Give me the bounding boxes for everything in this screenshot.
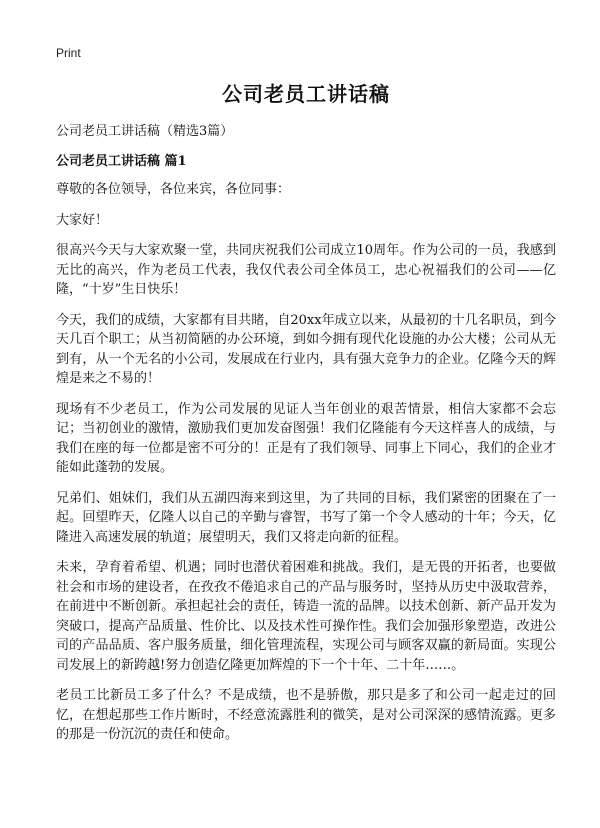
paragraph-salutation: 尊敬的各位领导，各位来宾，各位同事：: [56, 182, 291, 197]
paragraph-colleagues: 兄弟们、姐妹们，我们从五湖四海来到这里，为了共同的目标，我们紧密的团聚在了一起。回望昨天，亿隆人以自己的辛勤与睿智，书写了第一个令人感动的十年；今天，亿隆进入高速发展的轨道；展望明天，我们又将走向新的征程。: [56, 490, 556, 545]
body-text: [56, 180, 556, 756]
paragraph-closing: 老员工比新员工多了什么？不是成绩，也不是骄傲，那只是多了和公司一起走过的回忆，在想起那些工作片断时，不经意流露胜利的微笑，是对公司深深的感情流露。更多的那是一份沉沉的责任和使命。: [56, 688, 556, 742]
paragraph-greeting: 大家好！: [56, 212, 109, 228]
document-title: 公司老员工讲话稿: [222, 82, 390, 106]
paragraph-anniversary: 很高兴今天与大家欢聚一堂，共同庆祝我们公司成立10周年。作为公司的一员，我感到无比的高兴，作为老员工代表，我仅代表公司全体员工，忠心祝福我们的公司——亿隆，“十岁”生日快乐！: [56, 243, 556, 297]
section-heading: 公司老员工讲话稿 篇1: [56, 154, 187, 169]
paragraph-veterans: 现场有不少老员工，作为公司发展的见证人当年创业的艰苦情景，相信大家都不会忘记；当初创业的激情，激励我们更加发奋图强！我们亿隆能有今天这样喜人的成绩，与我们在座的每一位都是密不可分的！正是有了我们领导、同事上下同心，我们的企业才能如此蓬勃的发展。: [56, 401, 556, 475]
document-subtitle: 公司老员工讲话稿（精选3篇）: [56, 124, 234, 139]
paragraph-future: 未来，孕育着希望、机遇；同时也潜伏着困难和挑战。我们，是无畏的开拓者，也要做社会和市场的建设者，在孜孜不倦追求自己的产品与服务时，坚持从历史中汲取营养，在前进中不断创新。承担起社会的责任，铸造一流的品牌。以技术创新、新产品开发为突破口，提高产品质量、性价比、以及技术性可操作性。我们会加强形象塑造，改进公司的产品品质、客户服务质量，细化管理流程，实现公司与顾客双赢的新局面。实现公司发展上的新跨越!努力创造亿隆更加辉煌的下一个十年、二十年……。: [56, 560, 556, 673]
paragraph-achievements: 今天，我们的成绩，大家都有目共睹，自20xx年成立以来，从最初的十几名职员，到今天几百个职工；从当初简陋的办公环境，到如今拥有现代化设施的办公大楼；公司从无到有，从一个无名的小公司，发展成在行业内，具有强大竞争力的企业。亿隆今天的辉煌是来之不易的！: [56, 312, 556, 386]
print-label: Print: [56, 46, 81, 60]
